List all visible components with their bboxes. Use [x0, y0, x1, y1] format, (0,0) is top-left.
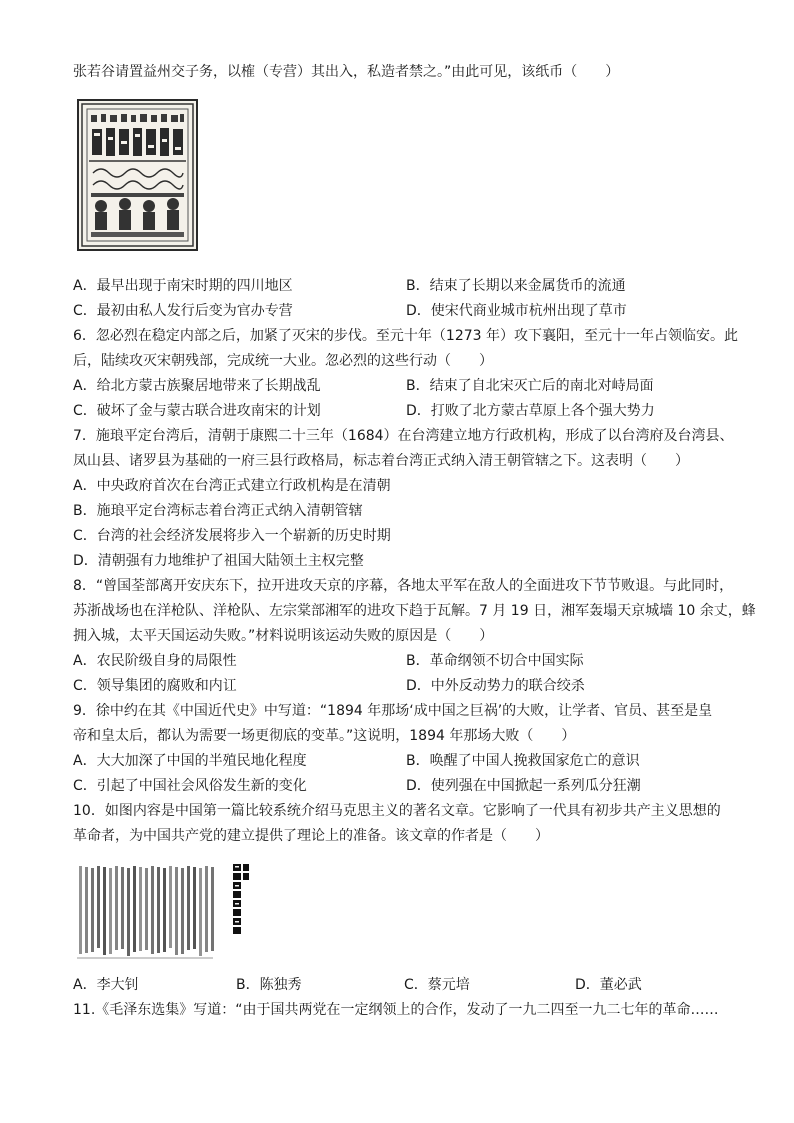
q8-stem-line1: 8．“曾国荃部离开安庆东下，拉开进攻天京的序幕，各地太平军在敌人的全面进攻下节节败退。与此同时， [73, 578, 734, 594]
q8-option-d: D．中外反动势力的联合绞杀 [406, 678, 585, 694]
q10-option-c: C．蔡元培 [404, 977, 470, 993]
q7-option-a: A．中央政府首次在台湾正式建立行政机构是在清朝 [73, 478, 391, 494]
q5-option-a: A．最早出现于南宋时期的四川地区 [73, 278, 293, 294]
q7-stem-line1: 7．施琅平定台湾后，清朝于康熙二十三年（1684）在台湾建立地方行政机构，形成了以台湾府及台湾县、 [73, 428, 734, 444]
banknote-illustration [79, 101, 196, 249]
q6-option-b: B．结束了自北宋灭亡后的南北对峙局面 [406, 378, 654, 394]
q8-stem-line2: 苏浙战场也在洋枪队、洋枪队、左宗棠部湘军的进攻下趋于瓦解。7 月 19 日，湘军轰塌天京城墙 10 余丈，蜂 [73, 603, 756, 619]
jiaozi-banknote-image [77, 99, 198, 251]
question-5-stem: 张若谷请置益州交子务，以榷（专营）其出入，私造者禁之。”由此可见，该纸币（ ） [73, 64, 620, 80]
q6-option-a: A．给北方蒙古族聚居地带来了长期战乱 [73, 378, 321, 394]
q10-option-a: A．李大钊 [73, 977, 139, 993]
q6-stem-line2: 后，陆续攻灭宋朝残部，完成统一大业。忽必烈的这些行动（ ） [73, 353, 493, 369]
q7-option-d: D．清朝强有力地维护了祖国大陆领土主权完整 [73, 553, 364, 569]
q9-stem-line2: 帝和皇太后，都认为需要一场更彻底的变革。”这说明，1894 年那场大败（ ） [73, 728, 576, 744]
article-page-image [77, 862, 257, 962]
q9-stem-line1: 9．徐中约在其《中国近代史》中写道：“1894 年那场‘成中国之巨祸’的大败，让学者、官员、甚至是皇 [73, 703, 713, 719]
q6-stem-line1: 6．忽必烈在稳定内部之后，加紧了灭宋的步伐。至元十年（1273 年）攻下襄阳，至元十一年占领临安。此 [73, 328, 738, 344]
q7-option-c: C．台湾的社会经济发展将步入一个崭新的历史时期 [73, 528, 391, 544]
q6-option-c: C．破坏了金与蒙古联合进攻南宋的计划 [73, 403, 321, 419]
q10-option-d: D．董必武 [575, 977, 642, 993]
q8-option-a: A．农民阶级自身的局限性 [73, 653, 237, 669]
q11-stem-line1: 11.《毛泽东选集》写道：“由于国共两党在一定纲领上的合作，发动了一九二四至一九二七年的革命…… [73, 1002, 719, 1018]
q7-stem-line2: 凤山县、诸罗县为基础的一府三县行政格局，标志着台湾正式纳入清王朝管辖之下。这表明（ ） [73, 453, 689, 469]
q9-option-c: C．引起了中国社会风俗发生新的变化 [73, 778, 307, 794]
q9-option-d: D．使列强在中国掀起一系列瓜分狂潮 [406, 778, 641, 794]
q9-option-b: B．唤醒了中国人挽救国家危亡的意识 [406, 753, 640, 769]
q8-option-b: B．革命纲领不切合中国实际 [406, 653, 584, 669]
q8-option-c: C．领导集团的腐败和内讧 [73, 678, 237, 694]
q5-option-c: C．最初由私人发行后变为官办专营 [73, 303, 293, 319]
q9-option-a: A．大大加深了中国的半殖民地化程度 [73, 753, 307, 769]
q5-option-b: B．结束了长期以来金属货币的流通 [406, 278, 626, 294]
vertical-text-article-illustration [77, 862, 257, 962]
q10-stem-line2: 革命者，为中国共产党的建立提供了理论上的准备。该文章的作者是（ ） [73, 828, 549, 844]
q5-option-d: D．使宋代商业城市杭州出现了草市 [406, 303, 627, 319]
q8-stem-line3: 拥入城，太平天国运动失败。”材料说明该运动失败的原因是（ ） [73, 628, 494, 644]
q6-option-d: D．打败了北方蒙古草原上各个强大势力 [406, 403, 655, 419]
q10-option-b: B．陈独秀 [236, 977, 302, 993]
q7-option-b: B．施琅平定台湾标志着台湾正式纳入清朝管辖 [73, 503, 363, 519]
q10-stem-line1: 10．如图内容是中国第一篇比较系统介绍马克思主义的著名文章。它影响了一代具有初步共产主义思想的 [73, 803, 721, 819]
